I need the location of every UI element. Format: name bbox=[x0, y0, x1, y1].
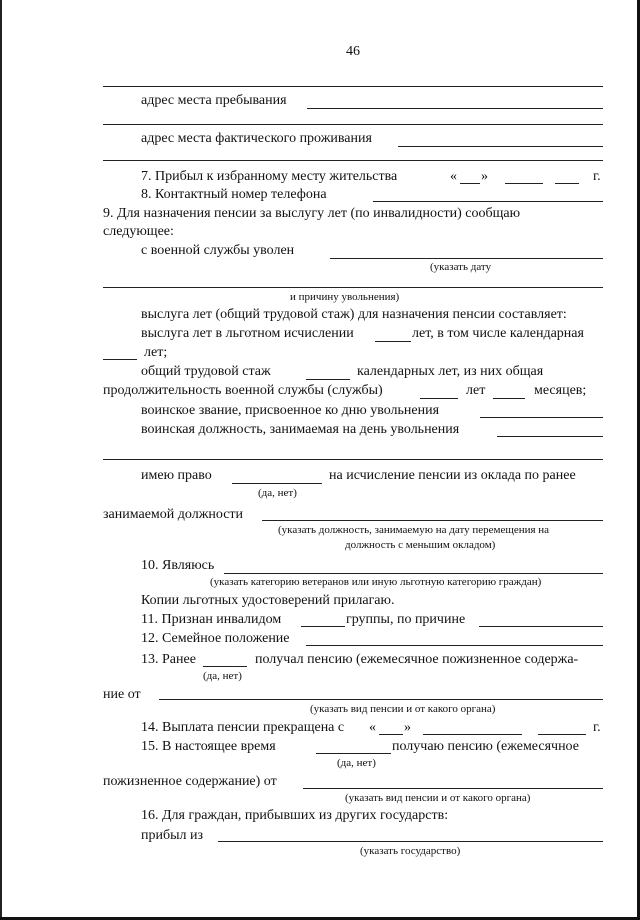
item14-open-quote: « bbox=[369, 720, 376, 735]
item9-intro-line1: 9. Для назначения пенсии за выслугу лет (по инвалидности) сообщаю bbox=[103, 206, 521, 221]
service-intro: выслуга лет (общий трудовой стаж) для назначения пенсии составляет: bbox=[141, 307, 567, 322]
total-part1: общий трудовой стаж bbox=[141, 364, 271, 379]
item14-month-field[interactable] bbox=[423, 734, 522, 735]
item13-pension-hint: (указать вид пенсии и от какого органа) bbox=[310, 703, 496, 715]
item7-year-field[interactable] bbox=[555, 183, 579, 184]
discharge-reason-hint: и причину увольнения) bbox=[290, 291, 400, 303]
right-part2: на исчисление пенсии из оклада по ранее bbox=[329, 468, 576, 483]
item15-part1: 15. В настоящее время bbox=[141, 739, 276, 754]
item15-pension-field[interactable] bbox=[303, 788, 603, 789]
item15-pension-hint: (указать вид пенсии и от какого органа) bbox=[345, 792, 531, 804]
preferential-years-field[interactable] bbox=[375, 341, 411, 342]
item15-yes-no-field[interactable] bbox=[316, 753, 391, 754]
discharged-label: с военной службы уволен bbox=[141, 243, 295, 258]
military-years-field[interactable] bbox=[420, 398, 458, 399]
item14-year-suffix: г. bbox=[593, 720, 601, 735]
salary-right-field[interactable] bbox=[232, 483, 322, 484]
discharge-date-field[interactable] bbox=[330, 258, 603, 259]
item11-part1: 11. Признан инвалидом bbox=[141, 612, 282, 627]
veteran-category-field[interactable] bbox=[224, 573, 603, 574]
military-part2: лет bbox=[466, 383, 486, 398]
item10-attach: Копии льготных удостоверений прилагаю. bbox=[141, 593, 395, 608]
separator-line bbox=[103, 86, 603, 87]
item14-label: 14. Выплата пенсии прекращена с bbox=[141, 720, 345, 735]
item7-close-quote: » bbox=[481, 169, 488, 184]
discharge-date-hint: (указать дату bbox=[430, 261, 492, 273]
item13-part1: 13. Ранее bbox=[141, 652, 196, 667]
item15-yes-no-hint: (да, нет) bbox=[337, 757, 376, 769]
military-months-field[interactable] bbox=[493, 398, 525, 399]
page-number: 46 bbox=[346, 44, 360, 59]
item15-line2: пожизненное содержание) от bbox=[103, 774, 277, 789]
calendar-years-field[interactable] bbox=[103, 359, 137, 360]
position-label: воинская должность, занимаемая на день увольнения bbox=[141, 422, 460, 437]
veteran-category-hint: (указать категорию ветеранов или иную льготную категорию граждан) bbox=[210, 576, 542, 588]
country-field[interactable] bbox=[218, 841, 603, 842]
item14-close-quote: » bbox=[404, 720, 411, 735]
item7-label: 7. Прибыл к избранному месту жительства bbox=[141, 169, 398, 184]
preferential-part3: лет; bbox=[144, 345, 168, 360]
stay-address-label: адрес места пребывания bbox=[141, 93, 287, 108]
right-part1: имею право bbox=[141, 468, 212, 483]
salary-right-hint: (да, нет) bbox=[258, 487, 297, 499]
item7-year-suffix: г. bbox=[593, 169, 601, 184]
item16-arrived-label: прибыл из bbox=[141, 828, 204, 843]
position-field-continuation[interactable] bbox=[103, 459, 603, 460]
stay-address-field[interactable] bbox=[307, 108, 603, 109]
held-position-hint2: должность с меньшим окладом) bbox=[345, 539, 496, 551]
family-status-field[interactable] bbox=[306, 645, 603, 646]
item11-part2: группы, по причине bbox=[346, 612, 466, 627]
preferential-part1: выслуга лет в льготном исчислении bbox=[141, 326, 354, 341]
item9-intro-line2: следующее: bbox=[103, 224, 174, 239]
item14-year-field[interactable] bbox=[538, 734, 586, 735]
item13-part2: получал пенсию (ежемесячное пожизненное содержа- bbox=[255, 652, 579, 667]
rank-label: воинское звание, присвоенное ко дню увольнения bbox=[141, 403, 440, 418]
scan-left-edge bbox=[0, 0, 2, 920]
military-part1: продолжительность военной службы (службы) bbox=[103, 383, 383, 398]
phone-field[interactable] bbox=[373, 201, 603, 202]
item12-label: 12. Семейное положение bbox=[141, 631, 290, 646]
item7-open-quote: « bbox=[450, 169, 457, 184]
discharge-reason-field[interactable] bbox=[103, 287, 603, 288]
military-part3: месяцев; bbox=[534, 383, 587, 398]
rank-field[interactable] bbox=[480, 417, 603, 418]
item13-yes-no-field[interactable] bbox=[203, 666, 247, 667]
item13-line2: ние от bbox=[103, 687, 141, 702]
item13-yes-no-hint: (да, нет) bbox=[203, 670, 242, 682]
held-position-label: занимаемой должности bbox=[103, 507, 244, 522]
held-position-hint1: (указать должность, занимаемую на дату перемещения на bbox=[278, 524, 550, 536]
actual-address-label: адрес места фактического проживания bbox=[141, 131, 372, 146]
total-years-field[interactable] bbox=[306, 379, 350, 380]
item14-day-field[interactable] bbox=[379, 734, 403, 735]
country-hint: (указать государство) bbox=[360, 845, 461, 857]
item16-label: 16. Для граждан, прибывших из других государств: bbox=[141, 808, 449, 823]
item8-label: 8. Контактный номер телефона bbox=[141, 187, 327, 202]
disability-group-field[interactable] bbox=[301, 626, 345, 627]
item13-pension-field[interactable] bbox=[159, 699, 603, 700]
separator-line bbox=[103, 160, 603, 161]
actual-address-field[interactable] bbox=[398, 146, 603, 147]
disability-reason-field[interactable] bbox=[479, 626, 603, 627]
total-part2: календарных лет, из них общая bbox=[357, 364, 544, 379]
item10-label: 10. Являюсь bbox=[141, 558, 215, 573]
separator-line bbox=[103, 124, 603, 125]
item15-part2: получаю пенсию (ежемесячное bbox=[392, 739, 579, 754]
position-field[interactable] bbox=[497, 436, 603, 437]
held-position-field[interactable] bbox=[262, 520, 603, 521]
item7-month-field[interactable] bbox=[505, 183, 543, 184]
item7-day-field[interactable] bbox=[460, 183, 480, 184]
preferential-part2: лет, в том числе календарная bbox=[412, 326, 584, 341]
